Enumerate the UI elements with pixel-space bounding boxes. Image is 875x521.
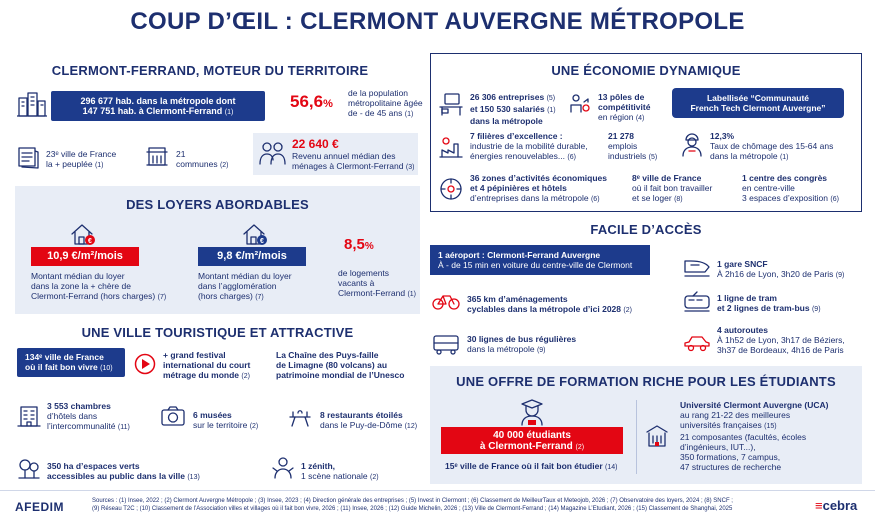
bus-lines-text: 30 lignes de bus régulières dans la métropole (9) (467, 334, 577, 354)
hotel-building-icon (17, 404, 41, 428)
vacancy-value: 8,5% (344, 236, 374, 253)
young-population-value: 56,6% (290, 92, 333, 111)
business-zone-icon (438, 176, 464, 202)
section-title-moteur: CLERMONT-FERRAND, MOTEUR DU TERRITOIRE (51, 63, 369, 78)
section-title-acces: FACILE D’ACCÈS (590, 222, 702, 237)
student-icon (518, 398, 546, 426)
zenith-text: 1 zénith, 1 scène nationale (2) (301, 461, 379, 481)
bike-lanes-text: 365 km d’aménagements cyclables dans la métropole d’ici 2028 (2) (467, 294, 632, 314)
university-text: Université Clermont Auvergne (UCA) au rang 21-22 des meilleures universités françaises (15) 21 composantes (facultés, écoles d’ingénieurs, IUT...), 350 formations, 7 campus, 47 structures de recherche (680, 400, 829, 472)
household-people-icon (258, 140, 286, 166)
education-divider (636, 400, 637, 474)
sectors-text: 7 filières d’excellence : industrie de la mobilité durable, énergies renouvelables... (6) (470, 131, 588, 161)
french-tech-box: Labellisée “Communauté French Tech Clermont Auvergne” (672, 88, 844, 118)
office-desk-icon (438, 92, 464, 116)
camera-icon (160, 405, 186, 427)
house-euro-icon (70, 222, 96, 246)
airport-box: 1 aéroport : Clermont-Ferrand Auvergne À - de 15 min en voiture du centre-ville de Clermont (430, 245, 650, 275)
communes-text: 21 communes (2) (176, 149, 229, 169)
town-hall-icon (145, 143, 169, 167)
worker-icon (680, 131, 704, 157)
university-building-icon (645, 424, 669, 448)
students-box: 40 000 étudiants à Clermont-Ferrand (2) (441, 427, 623, 454)
volcanoes-text: La Chaîne des Puys-faille de Limagne (80 volcans) au patrimoine mondial de l’Unesco (276, 350, 405, 380)
work-city-text: 8ᵉ ville de France où il fait bon travailler et se loger (8) (632, 173, 713, 203)
festival-text: + grand festival international du court métrage du monde (2) (163, 350, 251, 380)
train-icon (683, 257, 711, 279)
rent-median-text: Montant médian du loyer dans l’agglomération (hors charges) (7) (198, 271, 292, 301)
section-title-loyers: DES LOYERS ABORDABLES (126, 197, 309, 212)
livable-city-box: 134ᵉ ville de France où il fait bon vivre (10) (17, 348, 125, 377)
house-euro-icon (242, 222, 268, 246)
play-button-icon (134, 353, 156, 375)
vacancy-text: de logements vacants à Clermont-Ferrand (1) (338, 268, 417, 298)
young-population-text: de la population métropolitaine âgée de - de 45 ans (1) (348, 88, 423, 118)
congress-text: 1 centre des congrès en centre-ville 3 espaces d’exposition (6) (742, 173, 839, 203)
income-text: Revenu annuel médian des ménages à Clermont-Ferrand (3) (292, 151, 415, 171)
bus-icon (432, 333, 460, 355)
map-document-icon (17, 145, 39, 169)
restaurant-table-icon (287, 404, 313, 428)
population-box (51, 91, 265, 121)
rent-median-value: 9,8 €/m²/mois (198, 247, 306, 266)
industry-gear-icon (438, 135, 464, 159)
highways-text: 4 autoroutes À 1h52 de Lyon, 3h17 de Béziers, 3h37 de Bordeaux, 4h16 de Paris (717, 325, 845, 355)
section-title-economie: UNE ÉCONOMIE DYNAMIQUE (551, 63, 741, 78)
business-zones-text: 36 zones d’activités économiques et 4 pépinières et hôtels d’entreprises dans la métropole (6) (470, 173, 607, 203)
train-station-text: 1 gare SNCF À 2h16 de Lyon, 3h20 de Paris (9) (717, 259, 845, 279)
rent-high-text: Montant médian du loyer dans la zone la + chère de Clermont-Ferrand (hors charges) (7) (31, 271, 167, 301)
cebra-logo: ≡cebra (815, 498, 858, 513)
unemployment-text: 12,3% Taux de chômage des 15-64 ans dans la métropole (1) (710, 131, 834, 161)
city-buildings-icon (17, 90, 47, 118)
population-line2: 147 751 hab. à Clermont-Ferrand (82, 106, 223, 116)
income-value: 22 640 € (292, 137, 339, 151)
section-title-tourisme: UNE VILLE TOURISTIQUE ET ATTRACTIVE (81, 325, 354, 340)
performer-icon (270, 456, 296, 480)
park-trees-icon (17, 456, 41, 480)
tram-lines-text: 1 ligne de tram et 2 lignes de tram-bus (9) (717, 293, 821, 313)
section-title-formation: UNE OFFRE DE FORMATION RICHE POUR LES ÉTUDIANTS (456, 374, 836, 389)
afedim-logo: AFEDIM (15, 500, 64, 514)
tram-icon (683, 291, 711, 313)
svg-text:€: € (260, 238, 264, 245)
museums-text: 6 musées sur le territoire (2) (193, 410, 259, 430)
car-icon (683, 333, 711, 353)
hotels-text: 3 553 chambres d’hôtels dans l’intercommunalité (11) (47, 401, 130, 431)
city-rank-text: 23ᵉ ville de France la + peuplée (1) (46, 149, 117, 169)
industrial-jobs-text: 21 278 emplois industriels (5) (608, 131, 658, 161)
population-sup: (1) (224, 109, 234, 116)
rent-high-value: 10,9 €/m²/mois (31, 247, 139, 266)
green-spaces-text: 350 ha d’espaces verts accessibles au public dans la ville (13) (47, 461, 200, 481)
competitiveness-icon (568, 92, 592, 116)
bicycle-icon (432, 291, 460, 311)
study-rank-text: 15ᵉ ville de France où il fait bon étudier (14) (445, 461, 618, 471)
companies-text: 26 306 entreprises (5) et 150 530 salariés (1) dans la métropole (470, 92, 556, 126)
svg-text:€: € (88, 238, 92, 245)
population-line1: 296 677 hab. dans la métropole dont (80, 96, 236, 106)
page-title: COUP D’ŒIL : CLERMONT AUVERGNE MÉTROPOLE (130, 8, 745, 35)
restaurants-text: 8 restaurants étoilés dans le Puy-de-Dôme (12) (320, 410, 418, 430)
competitiveness-text: 13 pôles de compétitivité en région (4) (598, 92, 651, 122)
sources-text: Sources : (1) Insee, 2022 ; (2) Clermont Auvergne Métropole ; (3) Insee, 2023 ; (4) Direction générale des entreprises ; (5) Invest in Clermont ; (6) Classement de MeilleurTaux et Meteojob, 2026 ; (7) Observatoire des loyers, 2024 ; (8) SNCF ; (9) Réseau T2C ; (10) Classement de l’Association villes et villages où il fait bon vivre, 2026 ; (11) Insee, 2026 ; (12) Guide Michelin, 2026 ; (13) Ville de Clermont-Ferrand ; (14) Magazine L’Etudiant, 2026 ; (15) Classement de Shanghai, 2025 (92, 498, 733, 512)
